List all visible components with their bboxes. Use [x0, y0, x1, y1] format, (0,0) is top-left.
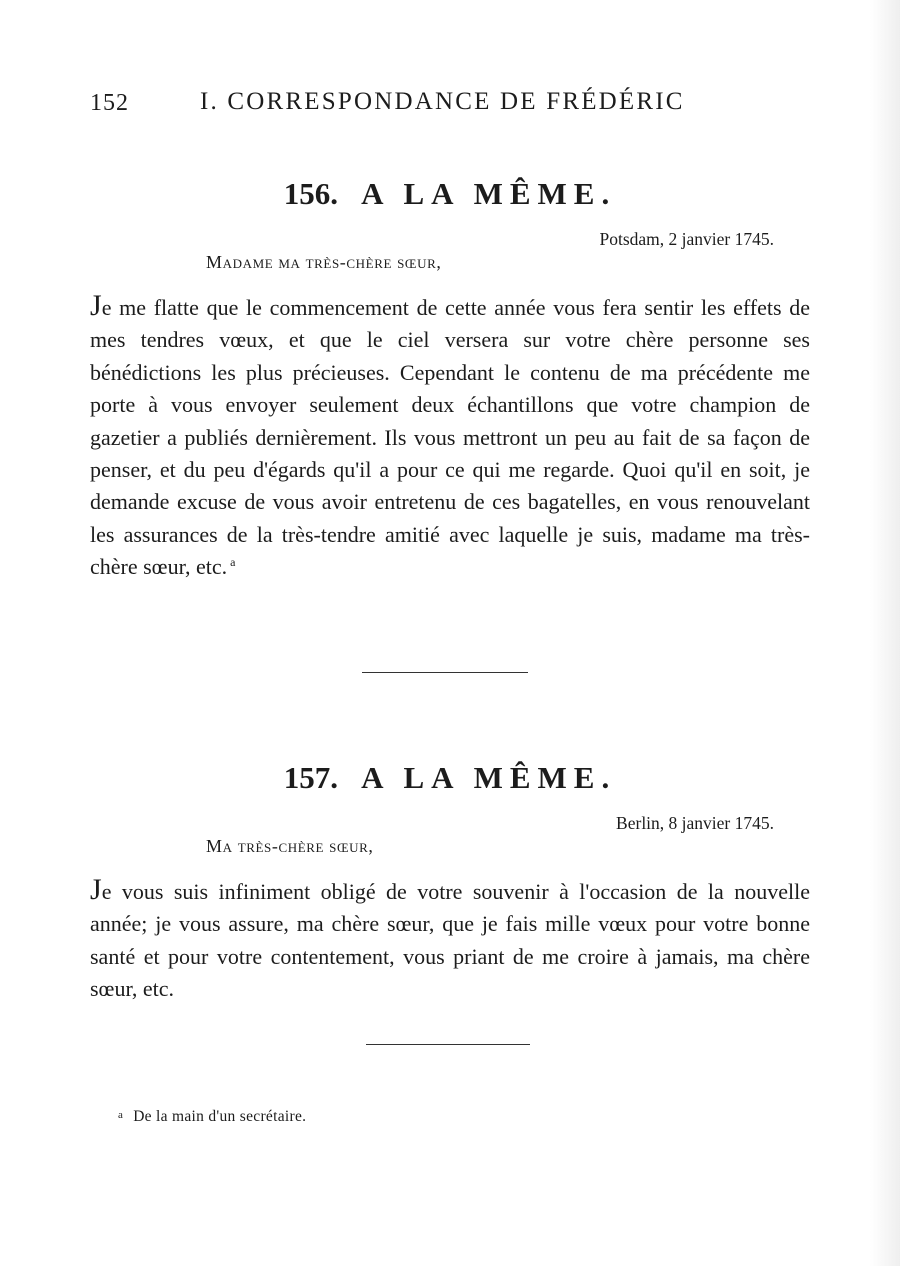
- salutation: Ma très-chère sœur,: [206, 836, 374, 856]
- page-number: 152: [90, 90, 129, 116]
- salutation: Madame ma très-chère sœur,: [206, 252, 442, 272]
- footnote-text: De la main d'un secrétaire.: [133, 1108, 307, 1125]
- letter-title: A LA MÊME.: [361, 176, 617, 211]
- dateline: Berlin, 8 janvier 1745.: [616, 813, 774, 833]
- dateline: Potsdam, 2 janvier 1745.: [599, 229, 774, 249]
- running-head: [90, 88, 810, 122]
- footnote-mark: a: [118, 1109, 124, 1121]
- letter-body: [90, 874, 810, 1006]
- letter-heading: [90, 174, 810, 214]
- letter-number: 156.: [283, 176, 339, 211]
- section-divider: [362, 672, 528, 673]
- letter-body-text: e me flatte que le commencement de cette année vous fera sentir les effets de mes tendres vœux, et que le ciel versera sur votre chère personne ses bénédictions les plus précieuses. Cependant le contenu de ma précédente me porte à vous envoyer seulement deux échantillons que votre champion de gazetier a publiés dernièrement. Ils vous mettront un peu au fait de sa façon de penser, et du peu d'égards qu'il a pour ce qui me regarde. Quoi qu'il en soit, je demande excuse de vous avoir entretenu de ces bagatelles, en vous renouvelant les assurances de la très-tendre amitié avec laquelle je suis, madame ma très-chère sœur, etc.: [90, 295, 810, 580]
- drop-cap: J: [90, 289, 102, 322]
- page-edge-shadow: [870, 0, 900, 1266]
- letter-title: A LA MÊME.: [361, 760, 617, 795]
- footnote-reference: a: [230, 555, 236, 570]
- letter-157: [90, 758, 810, 1006]
- letter-body: [90, 290, 810, 584]
- letter-heading: [90, 758, 810, 798]
- running-title: I. CORRESPONDANCE DE FRÉDÉRIC: [200, 88, 685, 115]
- section-divider: [366, 1044, 530, 1045]
- drop-cap: J: [90, 873, 102, 906]
- footnote: [118, 1108, 306, 1126]
- letter-156: [90, 174, 810, 584]
- letter-body-text: e vous suis infiniment obligé de votre souvenir à l'occasion de la nouvelle année; je vous assure, ma chère sœur, que je fais mille vœux pour votre bonne santé et pour votre contentement, vous priant de me croire à jamais, ma chère sœur, etc.: [90, 879, 810, 1002]
- letter-number: 157.: [283, 760, 339, 795]
